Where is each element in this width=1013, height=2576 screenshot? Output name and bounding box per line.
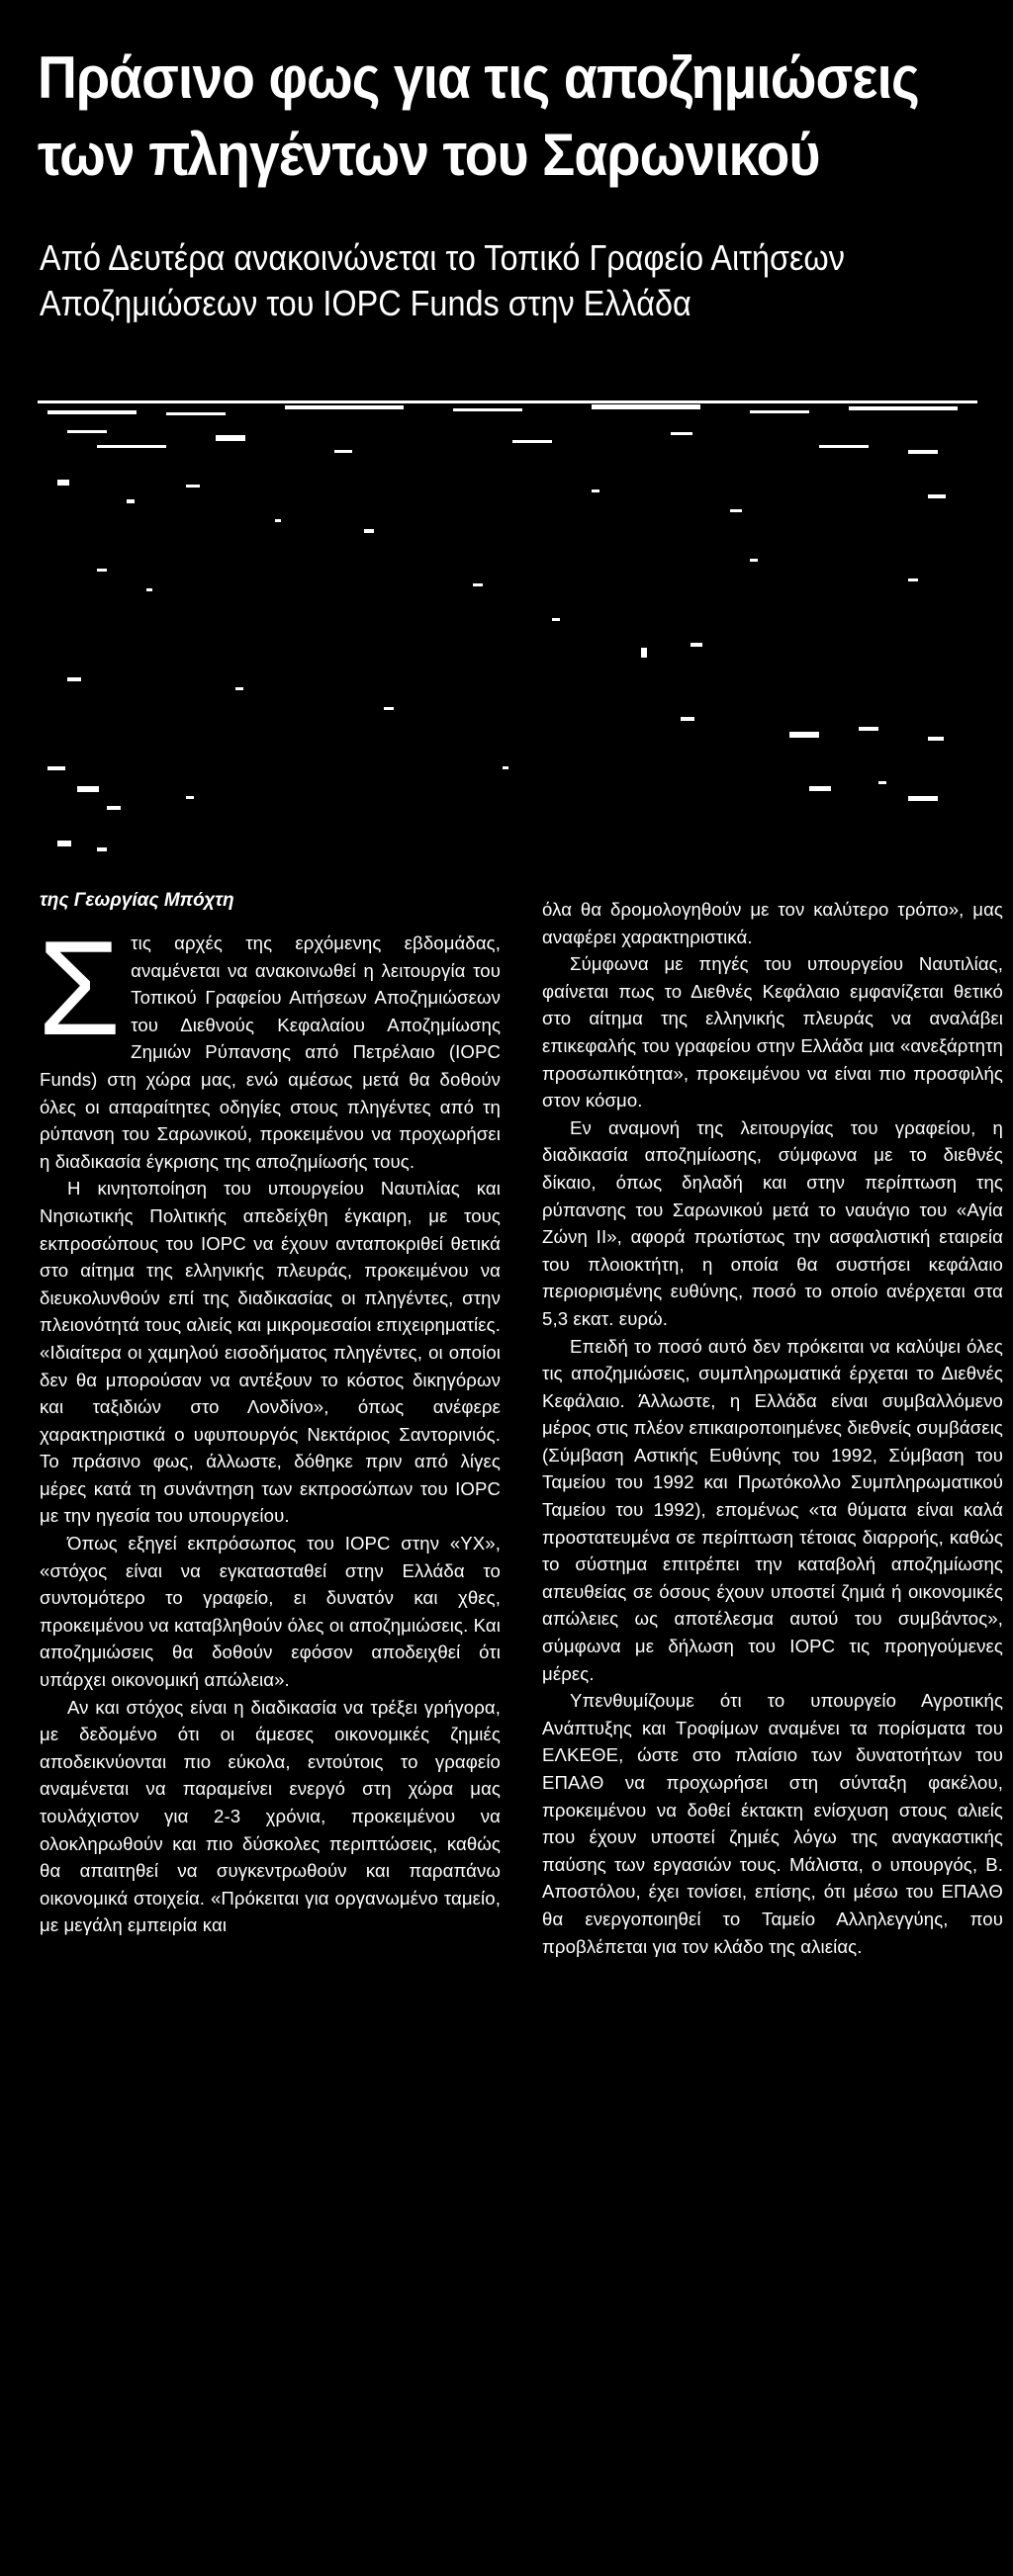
paragraph: Η κινητοποίηση του υπουργείου Ναυτιλίας και Νησιωτικής Πολιτικής απεδείχθη έγκαιρη, με τους εκπροσώπους του IOPC να έχουν ανταποκριθεί θετικά στο αίτημα της ελληνικής πλευράς, προκειμένου να διευκολυνθούν επί της διαδικασίας οι πληγέντες, στην πλειονότητά τους αλιείς και μικρομεσαίοι επιχειρηματίες. «Ιδιαίτερα οι χαμηλού εισοδήματος πληγέντες, οι οποίοι δεν θα μπορούσαν να αντέξουν το κόστος δικηγόρων και ταξιδιών στο Λονδίνο», όπως ανέφερε χαρακτηριστικά ο υφυπουργός Νεκτάριος Σαντορινιός. Το πράσινο φως, άλλωστε, δόθηκε πριν από λίγες μέρες κατά τη συνάντηση των εκπροσώπων του IOPC με την ηγεσία του υπουργείου. xyxy=(40,1178,501,1527)
paragraph: Αν και στόχος είναι η διαδικασία να τρέξει γρήγορα, με δεδομένο ότι οι άμεσες οικονομικές ζημιές αποδεικνύονται πιο εύκολα, εντούτοις το γραφείο αναμένεται να παραμείνει ενεργό στη χώρα μας τουλάχιστον για 2-3 χρόνια, προκειμένου να ολοκληρωθούν και πιο δύσκολες περιπτώσεις, καθώς θα απαιτηθεί να συγκεντρωθούν και παραπάνω οικονομικά στοιχεία. «Πρόκειται για οργανωμένο ταμείο, με μεγάλη εμπειρία και xyxy=(40,1696,501,1936)
photo-oil-spill xyxy=(38,391,977,860)
paragraph xyxy=(38,913,501,1175)
paragraph: Σύμφωνα με πηγές του υπουργείου Ναυτιλίας, φαίνεται πως το Διεθνές Κεφάλαιο εμφανίζεται θετικό στο αίτημα της ελληνικής πλευράς να αναλάβει επικεφαλής του γραφείου στην Ελλάδα μια «ανεξάρτητη προσωπικότητα», προκειμένου να είναι πιο προσφιλής στον κόσμο. xyxy=(542,953,1003,1111)
paragraph: Εν αναμονή της λειτουργίας του γραφείου, η διαδικασία αποζημίωσης, σύμφωνα με το διεθνές δίκαιο, όπως δηλαδή και στην περίπτωση της ρύπανσης του Σαρωνικού μετά το ναυάγιο του «Αγία Ζώνη ΙΙ», αφορά πρωτίστως την ασφαλιστική εταιρεία του πλοιοκτήτη, η οποία θα συστήσει κεφάλαιο περιορισμένης ευθύνης, ποσό το οποίο ανέρχεται στα 5,3 εκατ. ευρώ. xyxy=(542,1116,1003,1329)
headline xyxy=(38,40,919,194)
headline-line-1: Πράσινο φως για τις αποζημιώσεις xyxy=(38,44,919,111)
drop-cap: Σ xyxy=(38,913,122,1063)
headline-line-2: των πληγέντων του Σαρωνικού xyxy=(38,122,820,188)
paragraph: Επειδή το ποσό αυτό δεν πρόκειται να καλύψει όλες τις αποζημιώσεις, συμπληρωματικά έρχεται το Διεθνές Κεφάλαιο. Άλλωστε, η Ελλάδα είναι συμβαλλόμενο μέρος στις πλέον επικαιροποιημένες διεθνείς συμβάσεις (Σύμβαση Αστικής Ευθύνης του 1992, Σύμβαση του Ταμείου του 1992 και Πρωτόκολλο Συμπληρωματικού Ταμείου του 1992), επομένως «τα θύματα είναι καλά προστατευμένα σε περίπτωση τέτοιας διαρροής, καθώς το σύστημα επιτρέπει την καταβολή αποζημίωσης απευθείας σε όσους έχουν υποστεί ζημιά ή οικονομικές απώλειες ως αποτέλεσμα αυτού του συμβάντος», σύμφωνα με δήλωση του IOPC τις προηγούμενες μέρες. xyxy=(542,1335,1003,1684)
subtitle-line-2: Αποζημιώσεων του IOPC Funds στην Ελλάδα xyxy=(40,283,691,323)
paragraph: Όπως εξηγεί εκπρόσωπος του IOPC στην «ΥΧ», «στόχος είναι να εγκατασταθεί στην Ελλάδα το συντομότερο το γραφείο, ει δυνατόν και χθες, προκειμένου να καταβληθούν όλες οι αποζημιώσεις. Και αποζημιώσεις θα δοθούν εφόσον αποδειχθεί ότι υπάρχει οικονομική απώλεια». xyxy=(40,1533,501,1691)
paragraph-text: τις αρχές της ερχόμενης εβδομάδας, αναμένεται να ανακοινωθεί η λειτουργία του Τοπικού Γραφείου Αιτήσεων Αποζημιώσεων του Διεθνούς Κεφαλαίου Αποζημίωσης Ζημιών Ρύπανσης από Πετρέλαιο (IOPC Funds) στη χώρα μας, ενώ αμέσως μετά θα δοθούν όλες οι απαραίτητες οδηγίες στους πληγέντες από τη ρύπανση του Σαρωνικού, προκειμένου να προχωρήσει η διαδικασία έγκρισης της αποζημίωσής τους. xyxy=(40,933,501,1172)
byline: της Γεωργίας Μπόχτη xyxy=(40,890,234,911)
paragraph: Υπενθυμίζουμε ότι το υπουργείο Αγροτικής Ανάπτυξης και Τροφίμων αναμένει τα πορίσματα του ΕΛΚΕΘΕ, ώστε στο πλαίσιο των δυνατοτήτων του ΕΠΑλΘ να προχωρήσει στη σύνταξη φακέλου, προκειμένου να δοθεί έκτακτη ενίσχυση στους αλιείς που έχουν υποστεί ζημιές λόγω της αναγκαστικής παύσης των εργασιών τους. Μάλιστα, ο υπουργός, Β. Αποστόλου, έχει τονίσει, επίσης, ότι μέσω του ΕΠΑλΘ θα ενεργοποιηθεί το Ταμείο Αλληλεγγύης, που προβλέπεται για τον κλάδο της αλιείας. xyxy=(542,1690,1003,1957)
article-column-right xyxy=(542,896,1003,1960)
article-column-left xyxy=(38,913,501,1939)
subtitle-line-1: Από Δευτέρα ανακοινώνεται το Τοπικό Γραφείο Αιτήσεων xyxy=(40,237,845,278)
subtitle xyxy=(40,235,894,326)
paragraph: όλα θα δρομολογηθούν με τον καλύτερο τρόπο», μας αναφέρει χαρακτηριστικά. xyxy=(542,899,1003,947)
